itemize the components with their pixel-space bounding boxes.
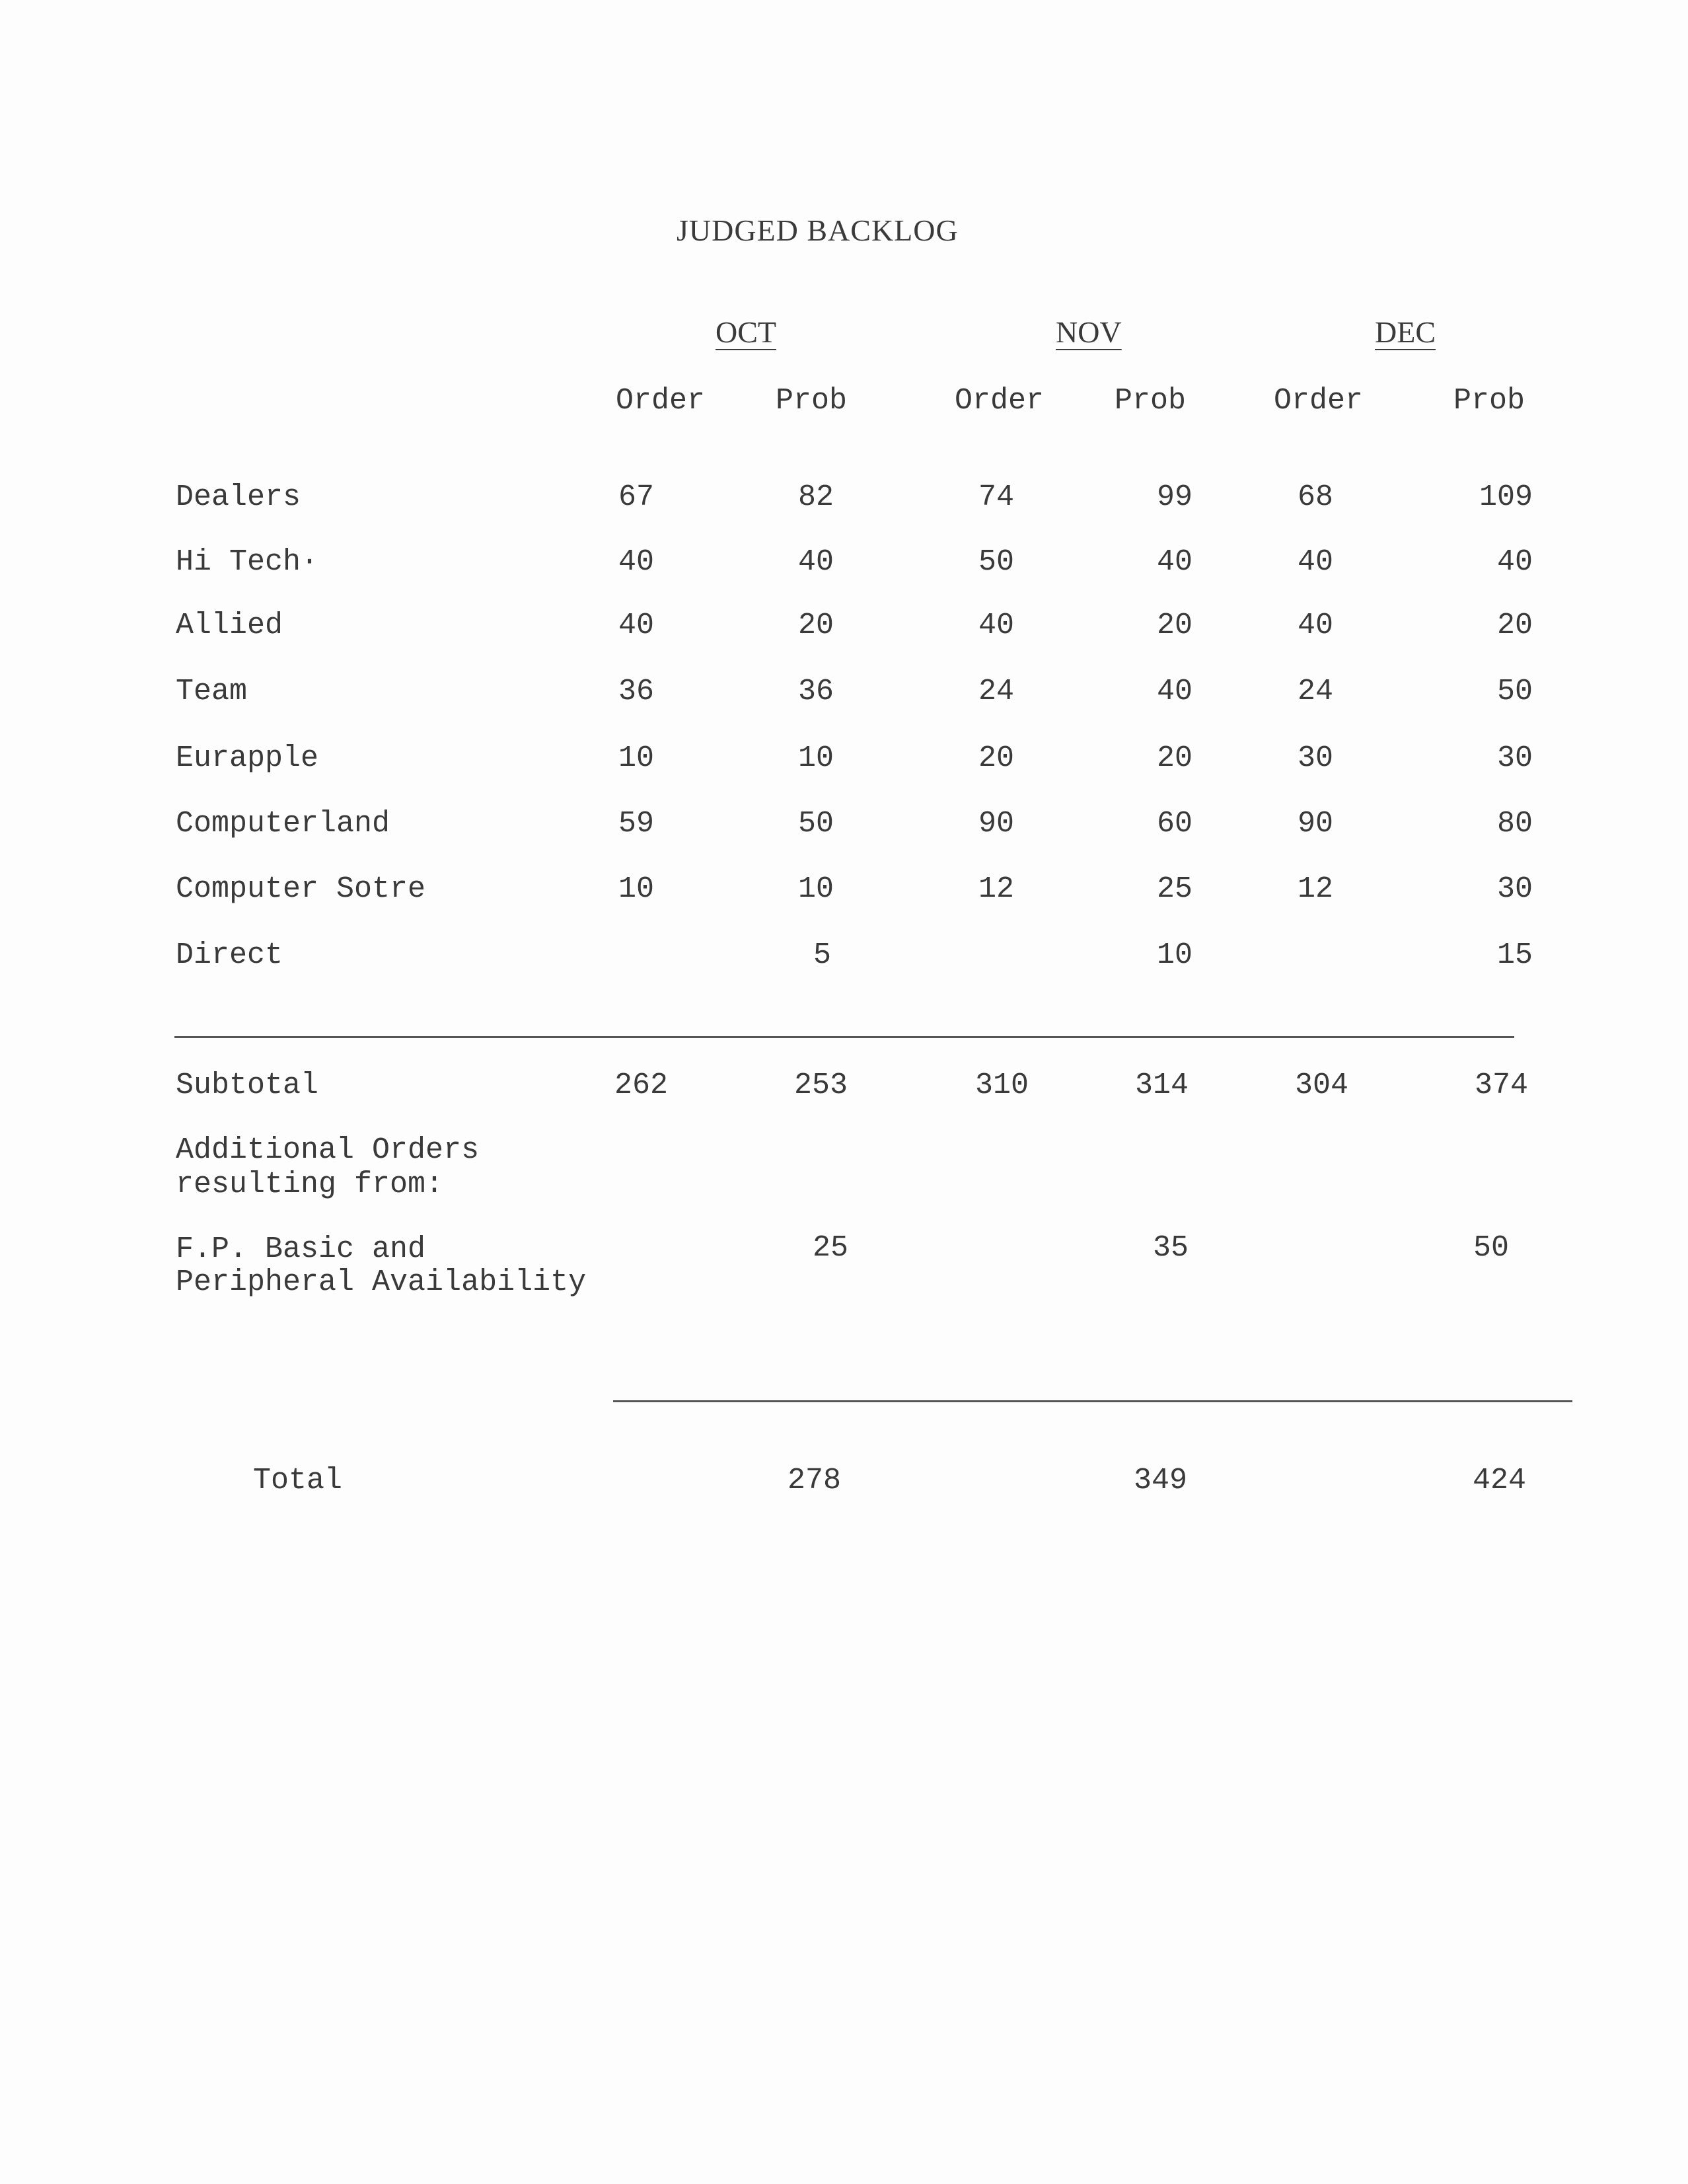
cell-dec-prob: 30	[1496, 872, 1533, 906]
month-header-dec: DEC	[1375, 315, 1436, 349]
subtotal-oct-order: 262	[614, 1069, 669, 1102]
cell-nov-prob: 20	[1156, 741, 1193, 775]
cell-oct-order: 67	[618, 480, 654, 514]
cell-dec-prob: 40	[1496, 545, 1533, 579]
cell-oct-order: 10	[618, 872, 654, 906]
cell-dec-order: 40	[1297, 545, 1333, 579]
cell-oct-prob: 36	[797, 675, 834, 708]
fp-dec-prob: 50	[1473, 1231, 1510, 1265]
cell-nov-prob: 40	[1156, 675, 1193, 708]
cell-oct-order: 40	[618, 609, 654, 642]
cell-nov-order: 50	[978, 545, 1014, 579]
row-label: Computerland	[176, 807, 390, 841]
cell-oct-prob: 82	[797, 480, 834, 514]
col-header-nov-order: Order	[955, 384, 1045, 418]
total-divider	[613, 1400, 1572, 1402]
row-label: Dealers	[176, 480, 301, 514]
cell-nov-prob: 20	[1156, 609, 1193, 642]
additional-orders-line1: Additional Orders	[176, 1133, 480, 1167]
col-header-oct-prob: Prob	[776, 384, 848, 418]
cell-dec-order: 12	[1297, 872, 1333, 906]
col-header-oct-order: Order	[616, 384, 706, 418]
cell-dec-prob: 20	[1496, 609, 1533, 642]
subtotal-dec-prob: 374	[1475, 1069, 1529, 1102]
cell-dec-order: 90	[1297, 807, 1333, 841]
month-header-nov: NOV	[1056, 315, 1122, 349]
cell-nov-prob: 99	[1156, 480, 1193, 514]
cell-nov-order: 12	[978, 872, 1014, 906]
fp-nov-prob: 35	[1153, 1231, 1189, 1265]
cell-nov-prob: 40	[1156, 545, 1193, 579]
cell-dec-order: 30	[1297, 741, 1333, 775]
total-label: Total	[253, 1464, 343, 1497]
cell-oct-order: 59	[618, 807, 654, 841]
subtotal-label: Subtotal	[176, 1069, 319, 1102]
row-label: Eurapple	[176, 741, 319, 775]
fp-label-line1: F.P. Basic and	[176, 1232, 426, 1266]
cell-oct-order: 10	[618, 741, 654, 775]
col-header-dec-order: Order	[1274, 384, 1364, 418]
additional-orders-line2: resulting from:	[176, 1168, 444, 1201]
cell-dec-order: 68	[1297, 480, 1333, 514]
cell-nov-prob: 60	[1156, 807, 1193, 841]
subtotal-divider	[174, 1036, 1514, 1038]
cell-oct-prob: 10	[797, 872, 834, 906]
cell-dec-order: 40	[1297, 609, 1333, 642]
cell-dec-prob: 80	[1496, 807, 1533, 841]
cell-oct-prob: 20	[797, 609, 834, 642]
cell-oct-prob: 10	[797, 741, 834, 775]
subtotal-oct-prob: 253	[794, 1069, 848, 1102]
total-oct: 278	[788, 1464, 842, 1497]
row-label: Team	[176, 675, 248, 708]
row-label: Direct	[176, 938, 283, 972]
total-dec: 424	[1473, 1464, 1527, 1497]
cell-nov-order: 24	[978, 675, 1014, 708]
cell-dec-prob: 30	[1496, 741, 1533, 775]
row-label: Computer Sotre	[176, 872, 426, 906]
fp-label-line2: Peripheral Availability	[176, 1265, 587, 1299]
cell-oct-prob: 5	[813, 938, 831, 972]
cell-oct-order: 36	[618, 675, 654, 708]
subtotal-nov-prob: 314	[1135, 1069, 1189, 1102]
row-label: Hi Tech·	[176, 545, 319, 579]
cell-nov-order: 74	[978, 480, 1014, 514]
col-header-nov-prob: Prob	[1115, 384, 1187, 418]
cell-dec-prob: 109	[1479, 480, 1533, 514]
cell-dec-order: 24	[1297, 675, 1333, 708]
month-header-oct: OCT	[716, 315, 776, 349]
cell-dec-prob: 50	[1496, 675, 1533, 708]
cell-nov-order: 20	[978, 741, 1014, 775]
row-label: Allied	[176, 609, 283, 642]
cell-nov-order: 40	[978, 609, 1014, 642]
subtotal-nov-order: 310	[975, 1069, 1029, 1102]
cell-nov-prob: 10	[1156, 938, 1193, 972]
page-title: JUDGED BACKLOG	[677, 213, 959, 247]
cell-oct-prob: 40	[797, 545, 834, 579]
total-nov: 349	[1134, 1464, 1188, 1497]
cell-oct-order: 40	[618, 545, 654, 579]
cell-nov-prob: 25	[1156, 872, 1193, 906]
col-header-dec-prob: Prob	[1453, 384, 1525, 418]
fp-oct-prob: 25	[813, 1231, 849, 1265]
cell-oct-prob: 50	[797, 807, 834, 841]
subtotal-dec-order: 304	[1295, 1069, 1349, 1102]
cell-nov-order: 90	[978, 807, 1014, 841]
cell-dec-prob: 15	[1496, 938, 1533, 972]
